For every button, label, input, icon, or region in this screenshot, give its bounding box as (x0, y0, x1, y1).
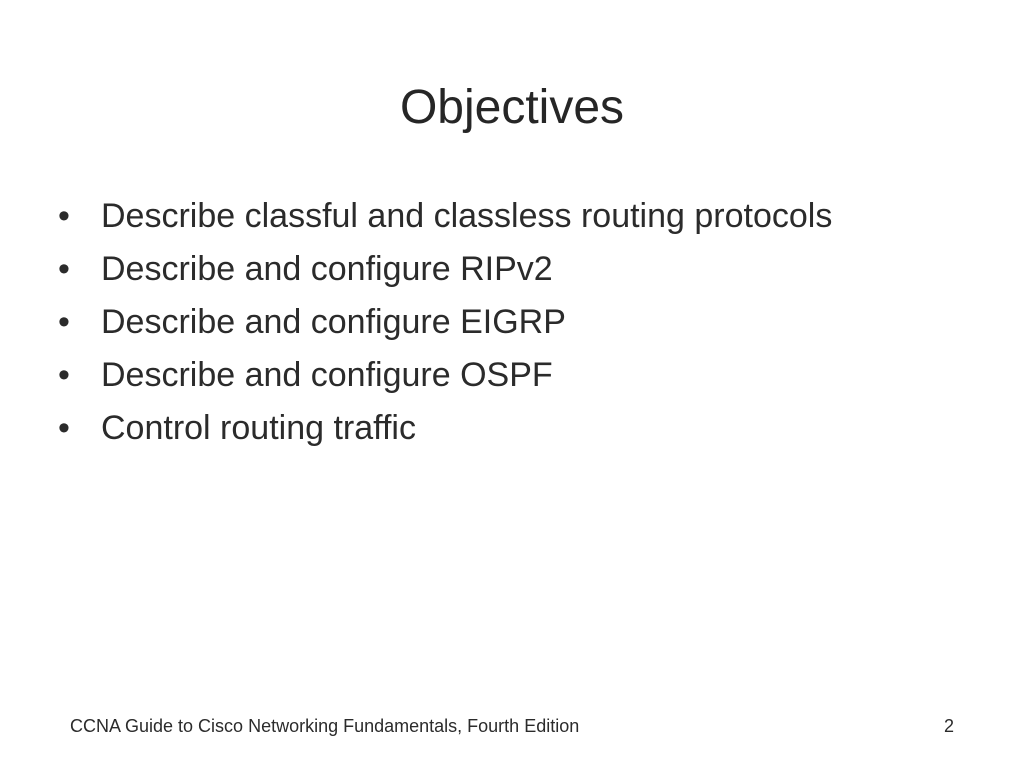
bullet-text: Describe and configure EIGRP (101, 303, 566, 341)
bullet-item (58, 190, 978, 243)
bullet-text: Control routing traffic (101, 409, 416, 447)
bullet-icon: • (58, 356, 70, 394)
slide-title: Objectives (399, 81, 625, 134)
bullet-list (58, 190, 978, 455)
bullet-item (58, 349, 978, 402)
bullet-icon: • (58, 250, 70, 288)
bullet-text: Describe classful and classless routing protocols (101, 197, 833, 235)
bullet-item (58, 243, 978, 296)
footer-text: CCNA Guide to Cisco Networking Fundamentals, Fourth Edition (70, 716, 580, 736)
bullet-item (58, 296, 978, 349)
bullet-text: Describe and configure RIPv2 (101, 250, 553, 288)
bullet-item (58, 402, 978, 455)
page-number: 2 (943, 716, 954, 736)
bullet-icon: • (58, 409, 70, 447)
bullet-text: Describe and configure OSPF (101, 356, 553, 394)
bullet-icon: • (58, 303, 70, 341)
bullet-icon: • (58, 197, 70, 235)
